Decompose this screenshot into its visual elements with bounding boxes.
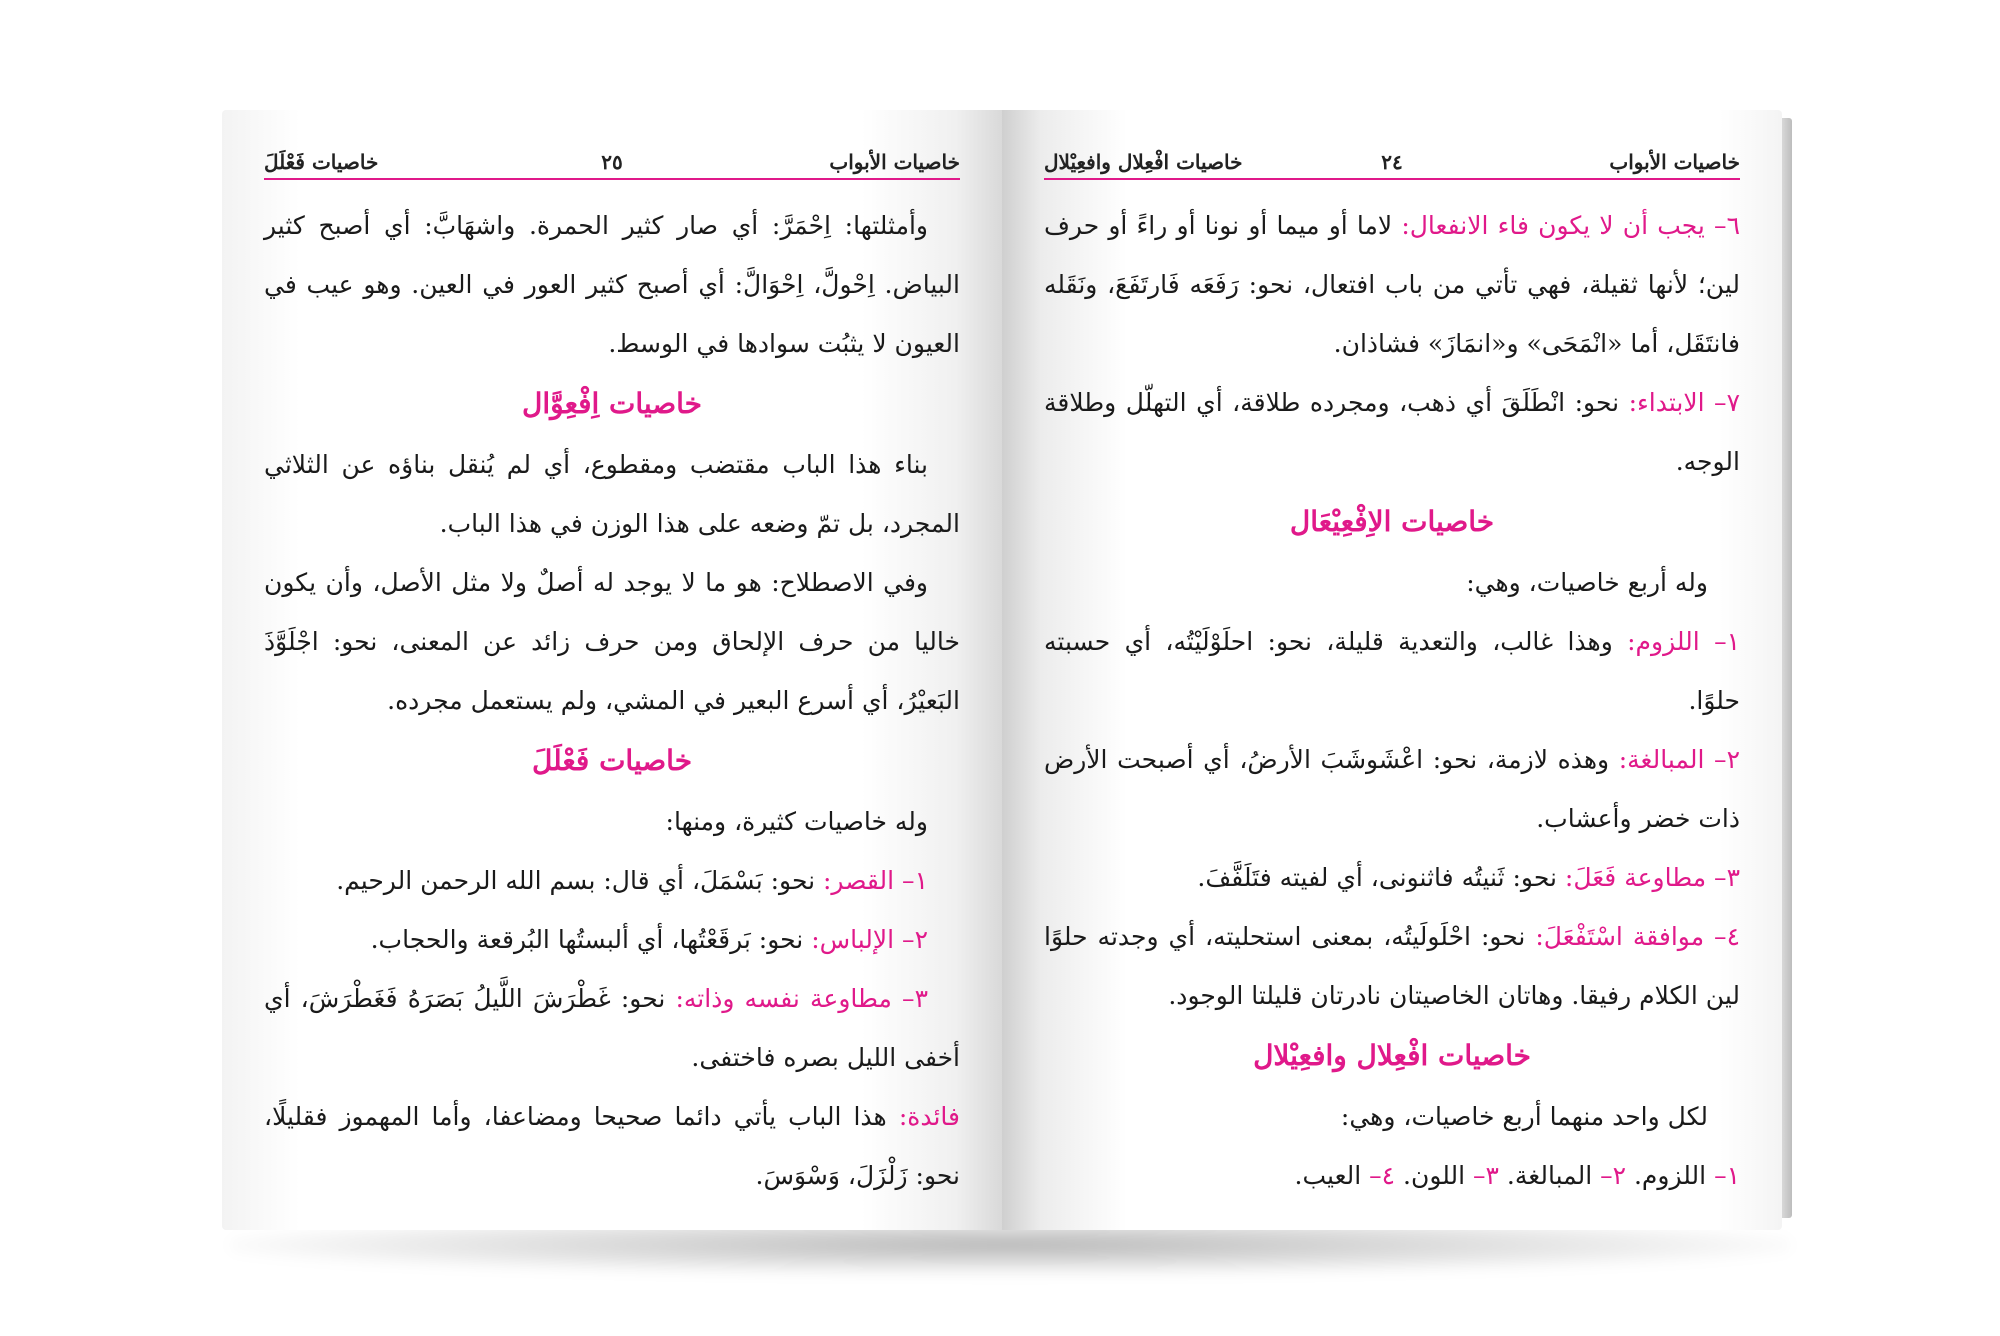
item-label: ٣– مطاوعة فَعَلَ: [1564,863,1740,892]
item-text: نحو: غَطْرَشَ اللَّيلُ بَصَرَهُ فَغَطْرَشَ، أي أخفى الليل بصره فاختفى. [264,984,960,1072]
right-page-body [1044,196,1740,1205]
item-text: نحو: بَرقَعْتُها، أي ألبستُها البُرقعة والحجاب. [370,925,812,954]
item-text: وهذا غالب، والتعدية قليلة، نحو: احلَوْلَيْتُه، أي حسبته حلوًا. [1044,627,1740,715]
header-section-title: خاصيات فَعْلَلَ [264,150,379,174]
list-text: اللزوم. [1626,1161,1715,1190]
left-page-header [264,148,960,180]
page-number: ٢٤ [1381,150,1403,174]
header-book-title: خاصيات الأبواب [1609,150,1740,174]
paragraph: وله خاصيات كثيرة، ومنها: [665,807,928,836]
section-title: خاصيات افْعِلال وافعِيْلال [1253,1039,1531,1072]
paragraph: وله أربع خاصيات، وهي: [1466,568,1708,597]
note-text: هذا الباب يأتي دائما صحيحا ومضاعفا، وأما المهموز فقليلًا، نحو: زَلْزَلَ، وَسْوَسَ. [264,1102,960,1190]
list-item [264,851,960,910]
list-item [264,969,960,1087]
item-label: ٢– المبالغة: [1618,745,1740,774]
list-item [1044,612,1740,730]
paragraph: وفي الاصطلاح: هو ما لا يوجد له أصلٌ ولا مثل الأصل، وأن يكون خاليا من حرف الإلحاق ومن حرف زائد عن المعنى، نحو: اجْلَوَّذَ البَعيْرُ، أي أسرع البعير في المشي، ولم يستعمل مجرده. [264,568,960,715]
list-item [1044,848,1740,907]
item-label: ١– اللزوم: [1627,627,1741,656]
list-number: ٣– [1473,1161,1499,1190]
item-label: ٣– مطاوعة نفسه وذاته: [675,984,928,1013]
section-title: خاصيات فَعْلَلَ [531,744,693,777]
header-section-title: خاصيات افْعِلال وافعِيْلال [1044,150,1243,174]
note [264,1087,960,1205]
section-title: خاصيات الاِفْعِيْعَال [1289,505,1495,538]
inline-list [1044,1146,1740,1205]
right-page-header [1044,148,1740,180]
list-item [1044,907,1740,1025]
left-page [222,110,1002,1230]
item-text: نحو: احْلَولَيتُه، بمعنى استحليته، أي وجدته حلوًا لين الكلام رفيقا. وهاتان الخاصيتان نادرتان قليلتا الوجود. [1044,922,1740,1010]
list-item [1044,196,1740,373]
item-label: ١– القصر: [823,866,928,895]
page-number: ٢٥ [601,150,623,174]
paragraph: وأمثلتها: اِحْمَرَّ: أي صار كثير الحمرة. واشهَابَّ: أي أصبح كثير البياض. اِحْولَّ، اِحْوَالَّ: أي أصبح كثير العور في العين. وهو عيب في العيون لا يثبُت سوادها في الوسط. [264,211,960,358]
item-label: ٧– الابتداء: [1628,388,1740,417]
item-label: ٦– يجب أن لا يكون فاء الانفعال: [1401,211,1740,240]
list-number: ٢– [1600,1161,1627,1190]
item-text: لاما أو ميما أو نونا أو راءً أو حرف لين؛ لأنها ثقيلة، فهي تأتي من باب افتعال، نحو: رَفَعَه فَارتَفَعَ، ونَقَله فانتَقَل، أما «انْمَحَى» و«انمَازَ» فشاذان. [1044,211,1740,358]
paragraph: بناء هذا الباب مقتضب ومقطوع، أي لم يُنقل بناؤه عن الثلاثي المجرد، بل تمّ وضعه على هذا الوزن في هذا الباب. [264,450,960,538]
item-text: نحو: بَسْمَلَ، أي قال: بسم الله الرحمن الرحيم. [336,866,823,895]
list-number: ١– [1714,1161,1740,1190]
list-number: ٤– [1369,1161,1396,1190]
item-text: نحو: انْطَلَقَ أي ذهب، ومجرده طلاقة، أي التهلّل وطلاقة الوجه. [1044,388,1740,476]
list-text: العيب. [1294,1161,1370,1190]
list-text: المبالغة. [1498,1161,1601,1190]
item-text: نحو: ثَنيتُه فاثنونى، أي لفيته فتَلَفَّفَ. [1197,863,1565,892]
item-label: ٢– الإلباس: [811,925,928,954]
right-page [1002,110,1782,1230]
section-title: خاصيات اِفْعِوَّال [522,387,702,420]
item-label: ٤– موافقة اسْتَفْعَلَ: [1535,922,1740,951]
note-label: فائدة: [898,1102,960,1131]
left-page-body [264,196,960,1205]
list-item [264,910,960,969]
header-book-title: خاصيات الأبواب [829,150,960,174]
list-text: اللون. [1395,1161,1474,1190]
item-text: وهذه لازمة، نحو: اعْشَوشَبَ الأرضُ، أي أصبحت الأرض ذات خضر وأعشاب. [1044,745,1740,833]
list-item [1044,373,1740,491]
list-item [1044,730,1740,848]
paragraph: لكل واحد منهما أربع خاصيات، وهي: [1340,1102,1708,1131]
